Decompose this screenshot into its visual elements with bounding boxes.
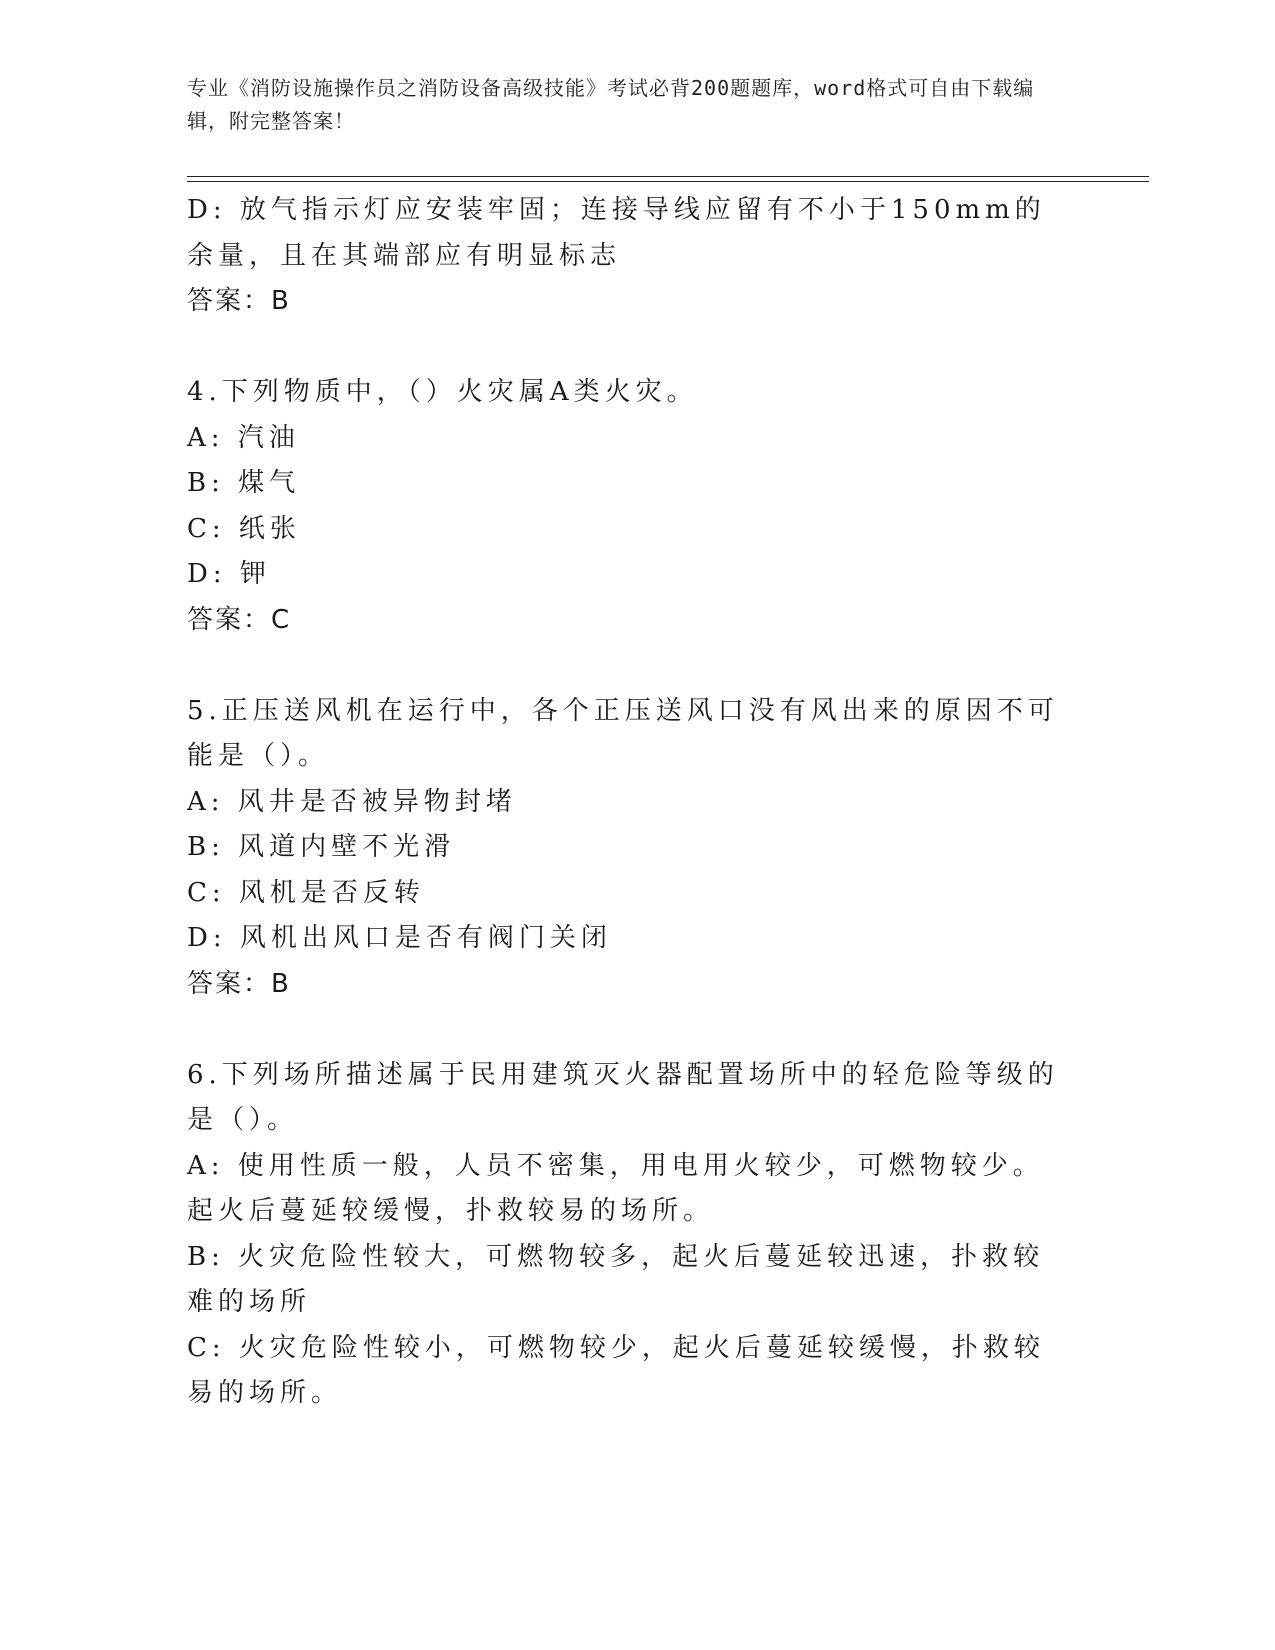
- option-b: B: 煤气: [187, 468, 301, 498]
- page-header: 专业《消防设施操作员之消防设备高级技能》考试必背200题题库，word格式可自由下载编辑，附完整答案！: [187, 76, 1035, 133]
- question-content: [187, 188, 1067, 1417]
- question-block-3: [187, 188, 1067, 325]
- option-b: B: 火灾危险性较大，可燃物较多，起火后蔓延较迅速，扑救较难的场所: [187, 1241, 1045, 1317]
- answer-label: 答案：B: [187, 968, 291, 999]
- option-b: B: 风道内壁不光滑: [187, 832, 456, 862]
- option-c: C: 风机是否反转: [187, 877, 425, 908]
- header-rule-bottom: [187, 181, 1149, 182]
- option-c: C: 火灾危险性较小，可燃物较少，起火后蔓延较缓慢，扑救较易的场所。: [187, 1332, 1045, 1408]
- option-c: C: 纸张: [187, 513, 301, 544]
- question-block-4: [187, 370, 1067, 643]
- header-rule-top: [187, 176, 1149, 177]
- answer-label: 答案：C: [187, 604, 292, 635]
- option-d: D: 风机出风口是否有阀门关闭: [187, 923, 612, 953]
- question-text: 4.下列物质中，（）火灾属A类火灾。: [187, 377, 698, 407]
- option-a: A: 使用性质一般，人员不密集，用电用火较少，可燃物较少。起火后蔓延较缓慢，扑救较易的场所。: [187, 1150, 1044, 1226]
- option-d: D: 放气指示灯应安装牢固；连接导线应留有不小于150mm的余量，且在其端部应有明显标志: [187, 195, 1046, 271]
- answer-label: 答案：B: [187, 286, 291, 316]
- question-text: 5.正压送风机在运行中，各个正压送风口没有风出来的原因不可能是（）。: [187, 695, 1059, 771]
- option-a: A: 汽油: [187, 422, 300, 453]
- option-d: D: 钾: [187, 559, 271, 589]
- question-block-5: [187, 689, 1067, 1008]
- option-a: A: 风井是否被异物封堵: [187, 786, 517, 817]
- question-text: 6.下列场所描述属于民用建筑灭火器配置场所中的轻危险等级的是（）。: [187, 1059, 1059, 1135]
- question-block-6: [187, 1053, 1067, 1417]
